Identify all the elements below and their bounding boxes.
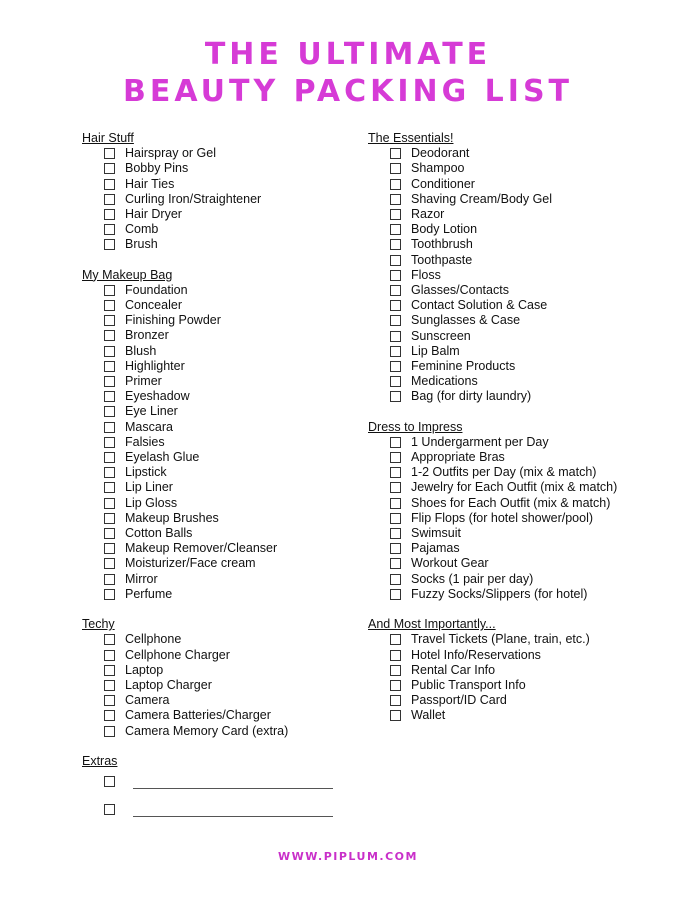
checklist-item-label: Eyelash Glue <box>125 450 200 465</box>
checklist-item-label: Hotel Info/Reservations <box>411 647 541 662</box>
checkbox-icon[interactable] <box>390 331 401 342</box>
checklist-item-label: Shampoo <box>411 161 465 176</box>
checkbox-icon[interactable] <box>104 346 115 357</box>
checkbox-icon[interactable] <box>390 391 401 402</box>
checkbox-icon[interactable] <box>104 315 115 326</box>
section-techy <box>82 617 345 739</box>
checkbox-icon[interactable] <box>104 776 115 787</box>
checklist-item[interactable] <box>82 344 345 359</box>
checklist-item[interactable] <box>82 724 345 739</box>
checkbox-icon[interactable] <box>390 574 401 585</box>
checklist-item[interactable] <box>368 648 621 663</box>
checklist-item[interactable] <box>368 511 621 526</box>
checkbox-icon[interactable] <box>390 376 401 387</box>
section-hair-stuff <box>82 131 345 253</box>
extras-blank-item[interactable] <box>82 769 345 791</box>
blank-write-in-line[interactable] <box>133 788 333 789</box>
checklist-item-label: Eyeshadow <box>125 389 190 404</box>
checklist-item[interactable] <box>82 693 345 708</box>
checklist-item[interactable] <box>368 344 621 359</box>
checkbox-icon[interactable] <box>104 239 115 250</box>
checklist-item-label: Mascara <box>125 419 173 434</box>
checklist-item-label: Passport/ID Card <box>411 693 507 708</box>
checklist-item-label: Hair Ties <box>125 176 175 191</box>
checklist-item-label: Cellphone <box>125 632 182 647</box>
checkbox-icon[interactable] <box>104 710 115 721</box>
checklist-item-label: Brush <box>125 237 158 252</box>
checklist-item[interactable] <box>82 435 345 450</box>
checklist-item-label: 1 Undergarment per Day <box>411 434 549 449</box>
checklist-item[interactable] <box>82 663 345 678</box>
checklist-item-label: Highlighter <box>125 358 185 373</box>
checkbox-icon[interactable] <box>390 634 401 645</box>
checkbox-icon[interactable] <box>104 391 115 402</box>
checklist-item[interactable] <box>368 268 621 283</box>
checkbox-icon[interactable] <box>104 680 115 691</box>
checklist-item-label: Makeup Remover/Cleanser <box>125 541 278 556</box>
checkbox-icon[interactable] <box>390 194 401 205</box>
checklist-item[interactable] <box>82 541 345 556</box>
checklist-item[interactable] <box>82 556 345 571</box>
checklist-item-label: Lipstick <box>125 465 167 480</box>
section-heading: Dress to Impress <box>368 419 463 434</box>
checklist-item-label: Hair Dryer <box>125 207 182 222</box>
checklist-item[interactable] <box>82 648 345 663</box>
checklist-item-label: Shaving Cream/Body Gel <box>411 191 553 206</box>
checklist-item[interactable] <box>368 556 621 571</box>
checklist-item[interactable] <box>368 572 621 587</box>
checklist-item[interactable] <box>368 298 621 313</box>
checklist-item[interactable] <box>82 298 345 313</box>
checklist-item-label: Jewelry for Each Outfit (mix & match) <box>411 480 618 495</box>
checkbox-icon[interactable] <box>104 695 115 706</box>
section-and-most-importantly <box>368 617 621 723</box>
checkbox-icon[interactable] <box>104 482 115 493</box>
checklist-item[interactable] <box>368 161 621 176</box>
checklist-item[interactable] <box>368 313 621 328</box>
checklist-item-label: Camera <box>125 693 170 708</box>
checklist-item-label: Sunglasses & Case <box>411 313 521 328</box>
checkbox-icon[interactable] <box>390 543 401 554</box>
checklist-item-label: Bobby Pins <box>125 161 189 176</box>
checkbox-icon[interactable] <box>390 558 401 569</box>
checkbox-icon[interactable] <box>390 452 401 463</box>
checklist-item[interactable] <box>82 146 345 161</box>
checklist-item-label: Swimsuit <box>411 526 462 541</box>
checklist-item[interactable] <box>82 237 345 252</box>
checklist-item[interactable] <box>82 480 345 495</box>
checklist-item[interactable] <box>368 541 621 556</box>
checklist-item-label: Bronzer <box>125 328 169 343</box>
right-column <box>368 131 621 739</box>
checklist-item-label: Comb <box>125 222 159 237</box>
checkbox-icon[interactable] <box>390 498 401 509</box>
checkbox-icon[interactable] <box>104 209 115 220</box>
checklist-item[interactable] <box>82 177 345 192</box>
checkbox-icon[interactable] <box>390 650 401 661</box>
checkbox-icon[interactable] <box>390 680 401 691</box>
checklist-item[interactable] <box>368 146 621 161</box>
checkbox-icon[interactable] <box>390 361 401 372</box>
checklist-item-label: Perfume <box>125 586 173 601</box>
checkbox-icon[interactable] <box>390 315 401 326</box>
checkbox-icon[interactable] <box>104 300 115 311</box>
checklist-item[interactable] <box>82 496 345 511</box>
checkbox-icon[interactable] <box>104 528 115 539</box>
checkbox-icon[interactable] <box>104 224 115 235</box>
checkbox-icon[interactable] <box>390 224 401 235</box>
checklist-item-label: Foundation <box>125 282 188 297</box>
checklist-item[interactable] <box>82 572 345 587</box>
checkbox-icon[interactable] <box>390 437 401 448</box>
checkbox-icon[interactable] <box>104 406 115 417</box>
checklist-item[interactable] <box>368 192 621 207</box>
checkbox-icon[interactable] <box>390 148 401 159</box>
checklist-item[interactable] <box>82 313 345 328</box>
checklist-item-label: Fuzzy Socks/Slippers (for hotel) <box>411 586 588 601</box>
checklist-item[interactable] <box>82 465 345 480</box>
checklist-item-label: Floss <box>411 267 441 282</box>
section-heading: My Makeup Bag <box>82 267 173 282</box>
checklist-item[interactable] <box>82 511 345 526</box>
checklist-item-label: Concealer <box>125 298 182 313</box>
checkbox-icon[interactable] <box>390 346 401 357</box>
checklist-item[interactable] <box>368 480 621 495</box>
checkbox-icon[interactable] <box>104 452 115 463</box>
checkbox-icon[interactable] <box>104 361 115 372</box>
section-heading: Extras <box>82 753 118 768</box>
checklist-item[interactable] <box>368 708 621 723</box>
checklist-item[interactable] <box>368 526 621 541</box>
page-title-line-1: THE ULTIMATE <box>204 37 492 72</box>
checklist-item-label: Hairspray or Gel <box>125 146 216 161</box>
checklist-item[interactable] <box>82 632 345 647</box>
checklist-item[interactable] <box>368 359 621 374</box>
checklist-item[interactable] <box>82 359 345 374</box>
checklist-item[interactable] <box>82 678 345 693</box>
blank-write-in-line[interactable] <box>133 816 333 817</box>
checkbox-icon[interactable] <box>104 634 115 645</box>
checklist-item[interactable] <box>368 663 621 678</box>
checklist-item[interactable] <box>368 222 621 237</box>
checklist-item[interactable] <box>82 161 345 176</box>
checkbox-icon[interactable] <box>390 665 401 676</box>
checklist-item[interactable] <box>82 708 345 723</box>
checklist-item[interactable] <box>82 420 345 435</box>
section-heading: The Essentials! <box>368 131 454 145</box>
checklist-item-label: Lip Balm <box>411 343 460 358</box>
checkbox-icon[interactable] <box>104 726 115 737</box>
checklist-item-label: 1-2 Outfits per Day (mix & match) <box>411 465 597 480</box>
checkbox-icon[interactable] <box>104 467 115 478</box>
checklist-item-label: Sunscreen <box>411 328 471 343</box>
checklist-item[interactable] <box>82 587 345 602</box>
checklist-item-label: Shoes for Each Outfit (mix & match) <box>411 495 611 510</box>
checklist-item-label: Lip Liner <box>125 480 173 495</box>
section-extras <box>82 754 345 819</box>
checklist-item[interactable] <box>368 237 621 252</box>
checkbox-icon[interactable] <box>390 528 401 539</box>
checklist-item-label: Glasses/Contacts <box>411 283 509 298</box>
checkbox-icon[interactable] <box>104 437 115 448</box>
page-title-line-2: BEAUTY PACKING LIST <box>122 74 574 109</box>
checklist-item[interactable] <box>368 207 621 222</box>
checkbox-icon[interactable] <box>104 179 115 190</box>
checklist-item-label: Travel Tickets (Plane, train, etc.) <box>411 632 590 647</box>
checklist-item-label: Body Lotion <box>411 222 478 237</box>
checklist-item-label: Cotton Balls <box>125 526 193 541</box>
section-heading: And Most Importantly... <box>368 617 496 632</box>
checklist-item[interactable] <box>368 693 621 708</box>
checkbox-icon[interactable] <box>390 209 401 220</box>
checklist-item-label: Razor <box>411 207 445 222</box>
checklist-item-label: Workout Gear <box>411 556 489 571</box>
checklist-item-label: Conditioner <box>411 176 475 191</box>
checkbox-icon[interactable] <box>104 376 115 387</box>
checklist-item-label: Blush <box>125 343 157 358</box>
checklist-item[interactable] <box>82 192 345 207</box>
checkbox-icon[interactable] <box>104 148 115 159</box>
checkbox-icon[interactable] <box>104 650 115 661</box>
checklist-item[interactable] <box>368 632 621 647</box>
checkbox-icon[interactable] <box>390 285 401 296</box>
checkbox-icon[interactable] <box>104 194 115 205</box>
checkbox-icon[interactable] <box>390 513 401 524</box>
checkbox-icon[interactable] <box>390 710 401 721</box>
checkbox-icon[interactable] <box>104 804 115 815</box>
section-dress-to-impress <box>368 420 621 602</box>
section-heading: Hair Stuff <box>82 131 134 145</box>
checkbox-icon[interactable] <box>390 270 401 281</box>
checklist-item-label: Public Transport Info <box>411 677 526 692</box>
checklist-item[interactable] <box>82 328 345 343</box>
checklist-item[interactable] <box>368 374 621 389</box>
checkbox-icon[interactable] <box>390 163 401 174</box>
checklist-item-label: Mirror <box>125 571 158 586</box>
checkbox-icon[interactable] <box>104 513 115 524</box>
checklist-item-label: Pajamas <box>411 541 460 556</box>
checkbox-icon[interactable] <box>390 589 401 600</box>
checklist-item[interactable] <box>82 450 345 465</box>
checklist-item[interactable] <box>82 404 345 419</box>
checklist-item[interactable] <box>82 283 345 298</box>
checkbox-icon[interactable] <box>104 543 115 554</box>
checklist-item-label: Laptop <box>125 662 164 677</box>
checklist-item[interactable] <box>368 450 621 465</box>
checklist-item[interactable] <box>368 389 621 404</box>
checklist-item-label: Medications <box>411 374 478 389</box>
checklist-item-label: Falsies <box>125 434 165 449</box>
checklist-item-label: Cellphone Charger <box>125 647 230 662</box>
checklist-item[interactable] <box>368 435 621 450</box>
checklist-item-label: Makeup Brushes <box>125 510 219 525</box>
checkbox-icon[interactable] <box>390 300 401 311</box>
checklist-item[interactable] <box>368 465 621 480</box>
checkbox-icon[interactable] <box>104 665 115 676</box>
checkbox-icon[interactable] <box>104 330 115 341</box>
checklist-item-label: Lip Gloss <box>125 495 178 510</box>
checklist-item-label: Camera Batteries/Charger <box>125 708 271 723</box>
checklist-item-label: Flip Flops (for hotel shower/pool) <box>411 510 594 525</box>
checklist-item[interactable] <box>368 587 621 602</box>
checkbox-icon[interactable] <box>104 285 115 296</box>
checklist-item-label: Appropriate Bras <box>411 450 505 465</box>
checkbox-icon[interactable] <box>390 482 401 493</box>
checklist-item-label: Contact Solution & Case <box>411 298 548 313</box>
checklist-item[interactable] <box>368 253 621 268</box>
checklist-item[interactable] <box>82 374 345 389</box>
checklist-item-label: Primer <box>125 374 162 389</box>
section-heading: Techy <box>82 617 115 632</box>
checkbox-icon[interactable] <box>104 163 115 174</box>
checklist-item-label: Deodorant <box>411 146 470 161</box>
checkbox-icon[interactable] <box>390 239 401 250</box>
footer-website: WWW.PIPLUM.COM <box>278 850 418 863</box>
checklist-item[interactable] <box>368 177 621 192</box>
checklist-item[interactable] <box>82 389 345 404</box>
checkbox-icon[interactable] <box>390 179 401 190</box>
checkbox-icon[interactable] <box>104 574 115 585</box>
checklist-item[interactable] <box>82 222 345 237</box>
checklist-item-label: Rental Car Info <box>411 662 496 677</box>
checklist-item[interactable] <box>82 207 345 222</box>
checkbox-icon[interactable] <box>104 498 115 509</box>
checklist-item-label: Moisturizer/Face cream <box>125 556 256 571</box>
checklist-item-label: Curling Iron/Straightener <box>125 191 262 206</box>
checklist-item-label: Laptop Charger <box>125 677 212 692</box>
section-my-makeup-bag <box>82 268 345 602</box>
checklist-item-label: Feminine Products <box>411 359 516 374</box>
left-column <box>82 131 345 834</box>
checklist-item-label: Camera Memory Card (extra) <box>125 723 289 738</box>
checkbox-icon[interactable] <box>390 695 401 706</box>
checkbox-icon[interactable] <box>390 467 401 478</box>
checkbox-icon[interactable] <box>104 558 115 569</box>
checklist-item[interactable] <box>368 283 621 298</box>
section-the-essentials <box>368 131 621 405</box>
checklist-item-label: Bag (for dirty laundry) <box>411 389 532 404</box>
checklist-item-label: Socks (1 pair per day) <box>411 571 534 586</box>
checklist-item-label: Eye Liner <box>125 404 178 419</box>
checklist-item[interactable] <box>368 329 621 344</box>
checkbox-icon[interactable] <box>104 589 115 600</box>
checklist-item-label: Finishing Powder <box>125 313 221 328</box>
checkbox-icon[interactable] <box>104 422 115 433</box>
checklist-item-label: Toothbrush <box>411 237 473 252</box>
checklist-item-label: Toothpaste <box>411 252 473 267</box>
extras-blank-item[interactable] <box>82 797 345 819</box>
checklist-item[interactable] <box>368 496 621 511</box>
checklist-item-label: Wallet <box>411 708 446 723</box>
checklist-item[interactable] <box>82 526 345 541</box>
checkbox-icon[interactable] <box>390 255 401 266</box>
checklist-item[interactable] <box>368 678 621 693</box>
